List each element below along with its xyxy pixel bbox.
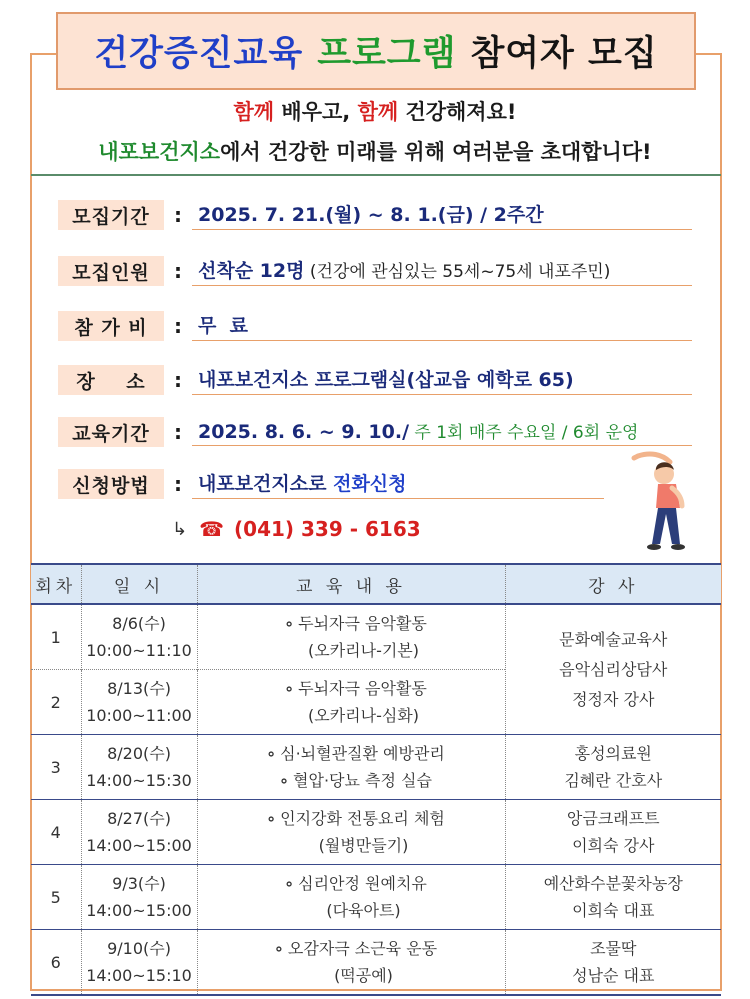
title-part-3: 참여자 모집 — [470, 34, 658, 74]
intro-text-1: 배우고, — [274, 100, 358, 124]
header-datetime: 일 시 — [81, 564, 197, 604]
colon: : — [174, 314, 182, 338]
session-date: 8/27(수) — [107, 809, 171, 828]
place-value: 내포보건지소 프로그램실(삽교읍 예학로 65) — [192, 365, 692, 395]
header-teacher: 강 사 — [505, 564, 721, 604]
session-no: 4 — [31, 800, 81, 865]
content-line-2: (월병만들기) — [318, 836, 409, 855]
intro-center-name: 내포보건지소 — [98, 140, 221, 164]
session-no: 5 — [31, 865, 81, 930]
session-datetime — [81, 800, 197, 865]
teacher-org: 홍성의료원 — [574, 744, 652, 763]
teacher-line-2: 음악심리상담사 — [559, 659, 668, 679]
stretching-person-icon — [620, 448, 710, 553]
people-value — [192, 256, 692, 286]
teacher-name: 김혜란 간호사 — [564, 771, 663, 790]
table-row — [31, 800, 721, 865]
schedule-table — [31, 563, 721, 996]
table-row — [31, 735, 721, 800]
teacher-name: 성남순 대표 — [572, 966, 655, 985]
table-header-row — [31, 564, 721, 604]
table-row — [31, 865, 721, 930]
title-part-1: 건강증진교육 — [94, 34, 304, 74]
page-title — [56, 12, 696, 90]
session-datetime — [81, 930, 197, 996]
intro-line-1 — [0, 96, 750, 126]
session-date: 8/6(수) — [112, 614, 166, 633]
period-value: 2025. 7. 21.(월) ~ 8. 1.(금) / 2주간 — [192, 200, 692, 230]
content-line-1: 심·뇌혈관질환 예방관리 — [280, 744, 445, 763]
info-row-edu — [58, 416, 692, 448]
apply-value — [192, 469, 604, 499]
session-time: 14:00~15:10 — [86, 966, 192, 985]
session-no: 3 — [31, 735, 81, 800]
people-value-main: 선착순 12명 — [198, 260, 305, 282]
colon: : — [174, 259, 182, 283]
edu-label: 교육기간 — [58, 417, 164, 447]
info-row-apply — [58, 468, 604, 500]
apply-value-method: 전화신청 — [333, 473, 407, 495]
intro-emph-2: 함께 — [357, 100, 399, 124]
teacher-org: 조물딱 — [590, 939, 637, 958]
session-no: 1 — [31, 604, 81, 670]
intro-emph-1: 함께 — [233, 100, 275, 124]
edu-value-note: 주 1회 매주 수요일 / 6회 운영 — [409, 423, 639, 443]
divider — [31, 174, 721, 176]
fee-value: 무 료 — [192, 311, 692, 341]
content-line-2: (다육아트) — [326, 901, 401, 920]
content-line-1: 인지강화 전통요리 체험 — [280, 809, 445, 828]
session-datetime — [81, 604, 197, 670]
content-line-2: 혈압·당뇨 측정 실습 — [293, 771, 432, 790]
phone-number[interactable]: (041) 339 - 6163 — [234, 517, 421, 541]
colon: : — [174, 368, 182, 392]
colon: : — [174, 203, 182, 227]
intro-text-2: 건강해져요! — [398, 100, 517, 124]
session-datetime — [81, 735, 197, 800]
session-teacher — [505, 930, 721, 996]
session-no: 2 — [31, 670, 81, 735]
session-date: 9/3(수) — [112, 874, 166, 893]
teacher-org: 예산화수분꽃차농장 — [543, 874, 683, 893]
edu-value — [192, 418, 692, 446]
session-date: 9/10(수) — [107, 939, 171, 958]
session-time: 10:00~11:00 — [86, 706, 192, 725]
session-content: ∘ 오감자극 소근육 운동 (떡공예) — [197, 930, 505, 996]
table-row — [31, 930, 721, 996]
session-teacher — [505, 735, 721, 800]
people-label: 모집인원 — [58, 256, 164, 286]
info-row-period — [58, 199, 692, 231]
content-line-1: 두뇌자극 음악활동 — [298, 614, 427, 633]
session-teacher — [505, 604, 721, 735]
intro-line-2 — [0, 136, 750, 166]
colon: : — [174, 472, 182, 496]
title-part-2: 프로그램 — [317, 34, 457, 74]
content-line-2: (오카리나-심화) — [308, 706, 419, 725]
session-teacher — [505, 865, 721, 930]
table-row — [31, 604, 721, 670]
content-line-1: 두뇌자극 음악활동 — [298, 679, 427, 698]
header-content: 교 육 내 용 — [197, 564, 505, 604]
session-time: 10:00~11:10 — [86, 641, 192, 660]
session-time: 14:00~15:00 — [86, 836, 192, 855]
apply-label: 신청방법 — [58, 469, 164, 499]
session-no: 6 — [31, 930, 81, 996]
session-date: 8/13(수) — [107, 679, 171, 698]
phone-line — [172, 517, 421, 541]
session-time: 14:00~15:30 — [86, 771, 192, 790]
session-content: ∘ 인지강화 전통요리 체험 (월병만들기) — [197, 800, 505, 865]
session-time: 14:00~15:00 — [86, 901, 192, 920]
intro-text-3: 에서 건강한 미래를 위해 여러분을 초대합니다! — [220, 140, 652, 164]
teacher-line-1: 문화예술교육사 — [559, 629, 668, 649]
fee-label: 참 가 비 — [58, 311, 164, 341]
session-datetime — [81, 865, 197, 930]
teacher-line-3: 정정자 강사 — [572, 689, 655, 709]
teacher-org: 앙금크래프트 — [566, 809, 660, 828]
header-session: 회차 — [31, 564, 81, 604]
phone-icon: ☎ — [199, 517, 225, 541]
teacher-name: 이희숙 강사 — [572, 836, 655, 855]
teacher-name: 이희숙 대표 — [572, 901, 655, 920]
edu-value-dates: 2025. 8. 6. ~ 9. 10./ — [198, 421, 410, 443]
colon: : — [174, 420, 182, 444]
session-teacher — [505, 800, 721, 865]
content-line-1: 심리안정 원예치유 — [298, 874, 427, 893]
session-datetime — [81, 670, 197, 735]
session-content: ∘ 심·뇌혈관질환 예방관리 ∘ 혈압·당뇨 측정 실습 — [197, 735, 505, 800]
content-line-2: (오카리나-기본) — [308, 641, 419, 660]
info-row-people — [58, 255, 692, 287]
info-row-place — [58, 364, 692, 396]
session-content: ∘ 심리안정 원예치유 (다육아트) — [197, 865, 505, 930]
arrow-icon: ↳ — [172, 518, 188, 540]
info-row-fee — [58, 310, 692, 342]
place-label: 장 소 — [58, 365, 164, 395]
content-line-2: (떡공예) — [334, 966, 393, 985]
apply-value-main: 내포보건지소로 — [198, 473, 334, 495]
content-line-1: 오감자극 소근육 운동 — [287, 939, 438, 958]
session-content: ∘ 두뇌자극 음악활동 (오카리나-심화) — [197, 670, 505, 735]
session-content: ∘ 두뇌자극 음악활동 (오카리나-기본) — [197, 604, 505, 670]
period-label: 모집기간 — [58, 200, 164, 230]
people-value-note: (건강에 관심있는 55세~75세 내포주민) — [304, 262, 611, 282]
session-date: 8/20(수) — [107, 744, 171, 763]
